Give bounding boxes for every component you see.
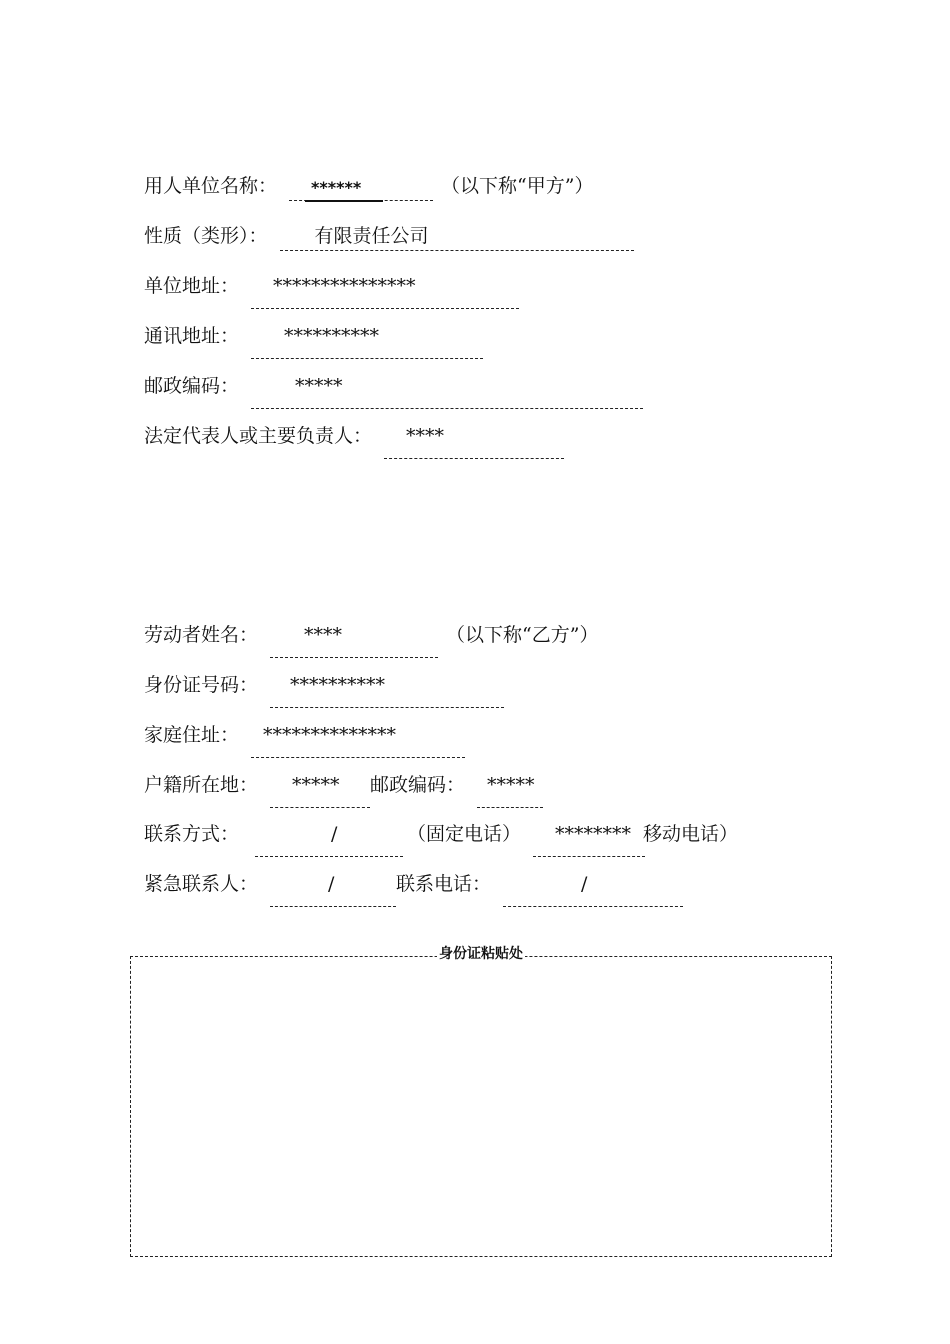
employer-rep-row	[144, 421, 564, 451]
employee-mobile-value: ********	[555, 823, 632, 845]
employer-mail-address-row	[144, 321, 483, 351]
employer-mail-address-value: **********	[284, 325, 380, 347]
employee-name-value: ****	[304, 624, 343, 646]
employee-name-label: 劳动者姓名：	[144, 624, 259, 646]
employee-hukou-postcode-field[interactable]	[477, 774, 543, 808]
employee-hukou-row	[144, 770, 543, 800]
employer-type-field[interactable]	[280, 221, 634, 251]
employee-emergency-row	[144, 869, 683, 899]
employee-hukou-postcode-value: *****	[487, 774, 535, 796]
employer-name-label: 用人单位名称：	[144, 175, 278, 197]
employee-landline-suffix: （固定电话）	[407, 823, 522, 845]
employer-postcode-label: 邮政编码：	[144, 375, 240, 397]
employee-home-value: **************	[263, 724, 397, 746]
employee-name-suffix: （以下称“乙方”）	[446, 624, 599, 646]
employee-home-label: 家庭住址：	[144, 724, 240, 746]
employer-postcode-value: *****	[295, 375, 343, 397]
employee-contact-label: 联系方式：	[144, 823, 240, 845]
employee-home-field[interactable]	[251, 724, 465, 758]
employee-emergency-label: 紧急联系人：	[144, 873, 259, 895]
employee-landline-value: /	[331, 823, 338, 845]
employee-id-value: **********	[290, 674, 386, 696]
employee-emergency-phone-label: 联系电话：	[396, 873, 492, 895]
employer-name-value: ******	[311, 178, 362, 197]
employer-name-row	[144, 171, 593, 201]
employee-hukou-field[interactable]	[270, 774, 370, 808]
employer-rep-value: ****	[406, 425, 445, 447]
employer-postcode-field[interactable]	[251, 375, 643, 409]
id-card-paste-label: 身份证粘贴处	[439, 946, 523, 962]
employee-contact-row	[144, 819, 738, 849]
employee-hukou-label: 户籍所在地：	[144, 774, 259, 796]
employer-name-suffix: （以下称“甲方”）	[441, 175, 594, 197]
employee-id-row	[144, 670, 504, 700]
employee-landline-field[interactable]	[255, 823, 403, 857]
employer-address-label: 单位地址：	[144, 275, 240, 297]
employer-address-row	[144, 271, 519, 301]
employee-emergency-phone-value: /	[581, 873, 588, 895]
employer-rep-field[interactable]	[384, 425, 564, 459]
employee-mobile-field[interactable]	[533, 823, 645, 857]
employer-name-field[interactable]	[289, 171, 433, 201]
employee-mobile-suffix: 移动电话）	[643, 823, 739, 845]
employee-id-field[interactable]	[270, 674, 504, 708]
employer-mail-address-label: 通讯地址：	[144, 325, 240, 347]
employer-type-row	[144, 221, 634, 251]
employee-id-label: 身份证号码：	[144, 674, 259, 696]
employer-name-underline-bold	[305, 200, 383, 202]
employee-name-field[interactable]	[270, 624, 438, 658]
id-card-paste-area	[130, 946, 832, 1257]
employer-type-value: 有限责任公司	[314, 225, 429, 247]
employee-home-row	[144, 720, 465, 750]
employee-emergency-phone-field[interactable]	[503, 873, 683, 907]
employee-hukou-postcode-label: 邮政编码：	[370, 774, 466, 796]
employee-emergency-field[interactable]	[270, 873, 396, 907]
employer-mail-address-field[interactable]	[251, 325, 483, 359]
employer-type-label: 性质（类形）：	[144, 225, 268, 247]
employee-name-row	[144, 620, 598, 650]
employer-postcode-row	[144, 371, 643, 401]
employee-emergency-value: /	[328, 873, 335, 895]
employee-hukou-value: *****	[292, 774, 340, 796]
employer-address-field[interactable]	[251, 275, 519, 309]
employer-rep-label: 法定代表人或主要负责人：	[144, 425, 373, 447]
employer-address-value: ***************	[273, 275, 416, 297]
